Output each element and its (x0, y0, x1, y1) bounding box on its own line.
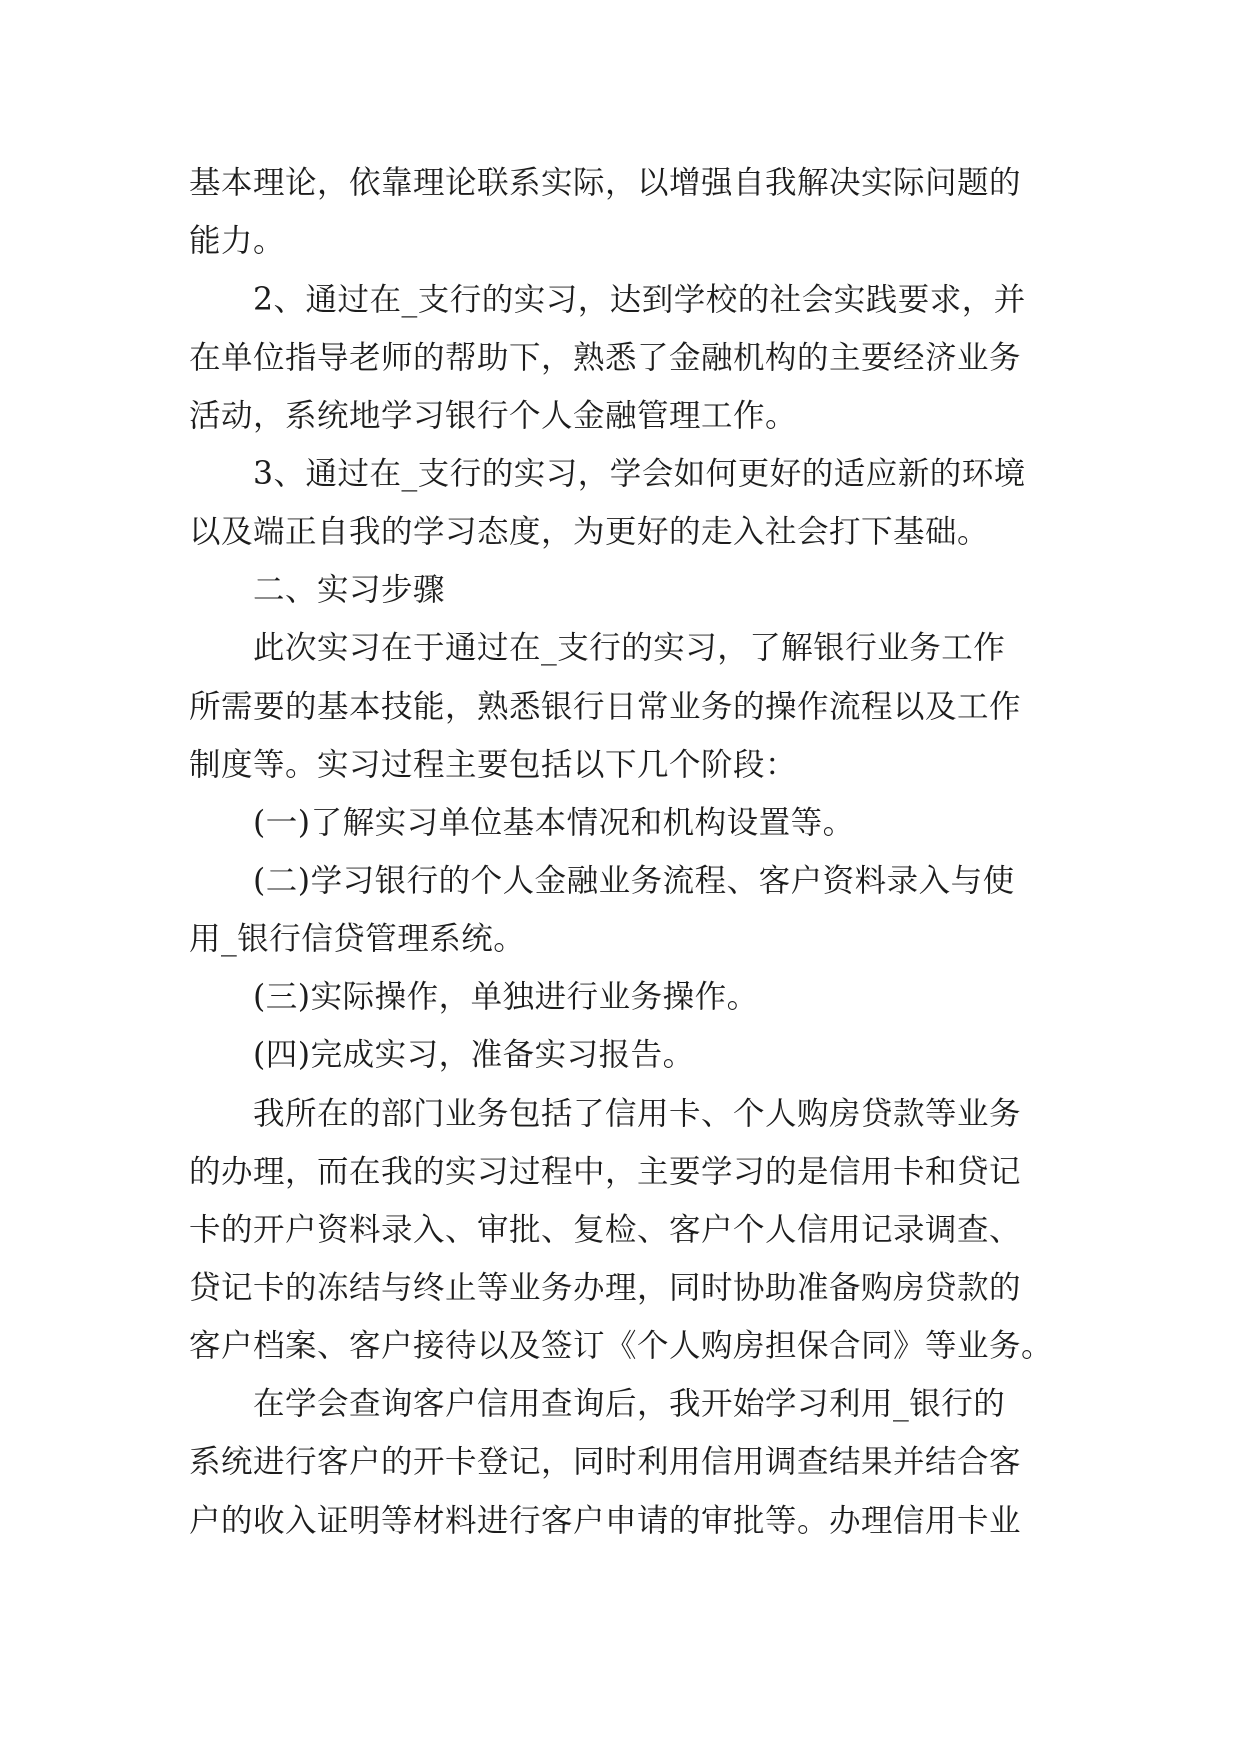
text-line: 制度等。实习过程主要包括以下几个阶段： (189, 747, 798, 783)
text-line: 2、通过在_支行的实习，达到学校的社会实践要求，并 (253, 282, 1026, 318)
text-line: 以及端正自我的学习态度，为更好的走入社会打下基础。 (189, 514, 990, 550)
text-line: 3、通过在_支行的实习，学会如何更好的适应新的环境 (253, 456, 1026, 492)
text-line: 贷记卡的冻结与终止等业务办理，同时协助准备购房贷款的 (189, 1270, 1022, 1306)
text-line: 户的收入证明等材料进行客户申请的审批等。办理信用卡业 (189, 1503, 1022, 1539)
text-line: 卡的开户资料录入、审批、复检、客户个人信用记录调查、 (189, 1212, 1022, 1248)
text-line: 用_银行信贷管理系统。 (189, 921, 526, 957)
text-line: (三)实际操作，单独进行业务操作。 (253, 979, 759, 1015)
text-line: 客户档案、客户接待以及签订《个人购房担保合同》等业务。 (189, 1328, 1054, 1364)
text-line: 在单位指导老师的帮助下，熟悉了金融机构的主要经济业务 (189, 340, 1022, 376)
text-line: 此次实习在于通过在_支行的实习，了解银行业务工作 (253, 630, 1006, 666)
text-line: 基本理论，依靠理论联系实际，以增强自我解决实际问题的 (189, 165, 1022, 201)
text-line: (四)完成实习，准备实习报告。 (253, 1037, 695, 1073)
text-line: 的办理，而在我的实习过程中，主要学习的是信用卡和贷记 (189, 1154, 1022, 1190)
text-line: 系统进行客户的开卡登记，同时利用信用调查结果并结合客 (189, 1444, 1022, 1480)
text-line: (一)了解实习单位基本情况和机构设置等。 (253, 805, 855, 841)
section-heading: 二、实习步骤 (253, 572, 446, 608)
text-line: 在学会查询客户信用查询后，我开始学习利用_银行的 (253, 1386, 1006, 1422)
text-line: 活动，系统地学习银行个人金融管理工作。 (189, 398, 798, 434)
text-line: 能力。 (189, 223, 286, 259)
text-line: 所需要的基本技能，熟悉银行日常业务的操作流程以及工作 (189, 689, 1022, 725)
text-line: 我所在的部门业务包括了信用卡、个人购房贷款等业务 (253, 1096, 1022, 1132)
text-line: (二)学习银行的个人金融业务流程、客户资料录入与使 (253, 863, 1015, 899)
